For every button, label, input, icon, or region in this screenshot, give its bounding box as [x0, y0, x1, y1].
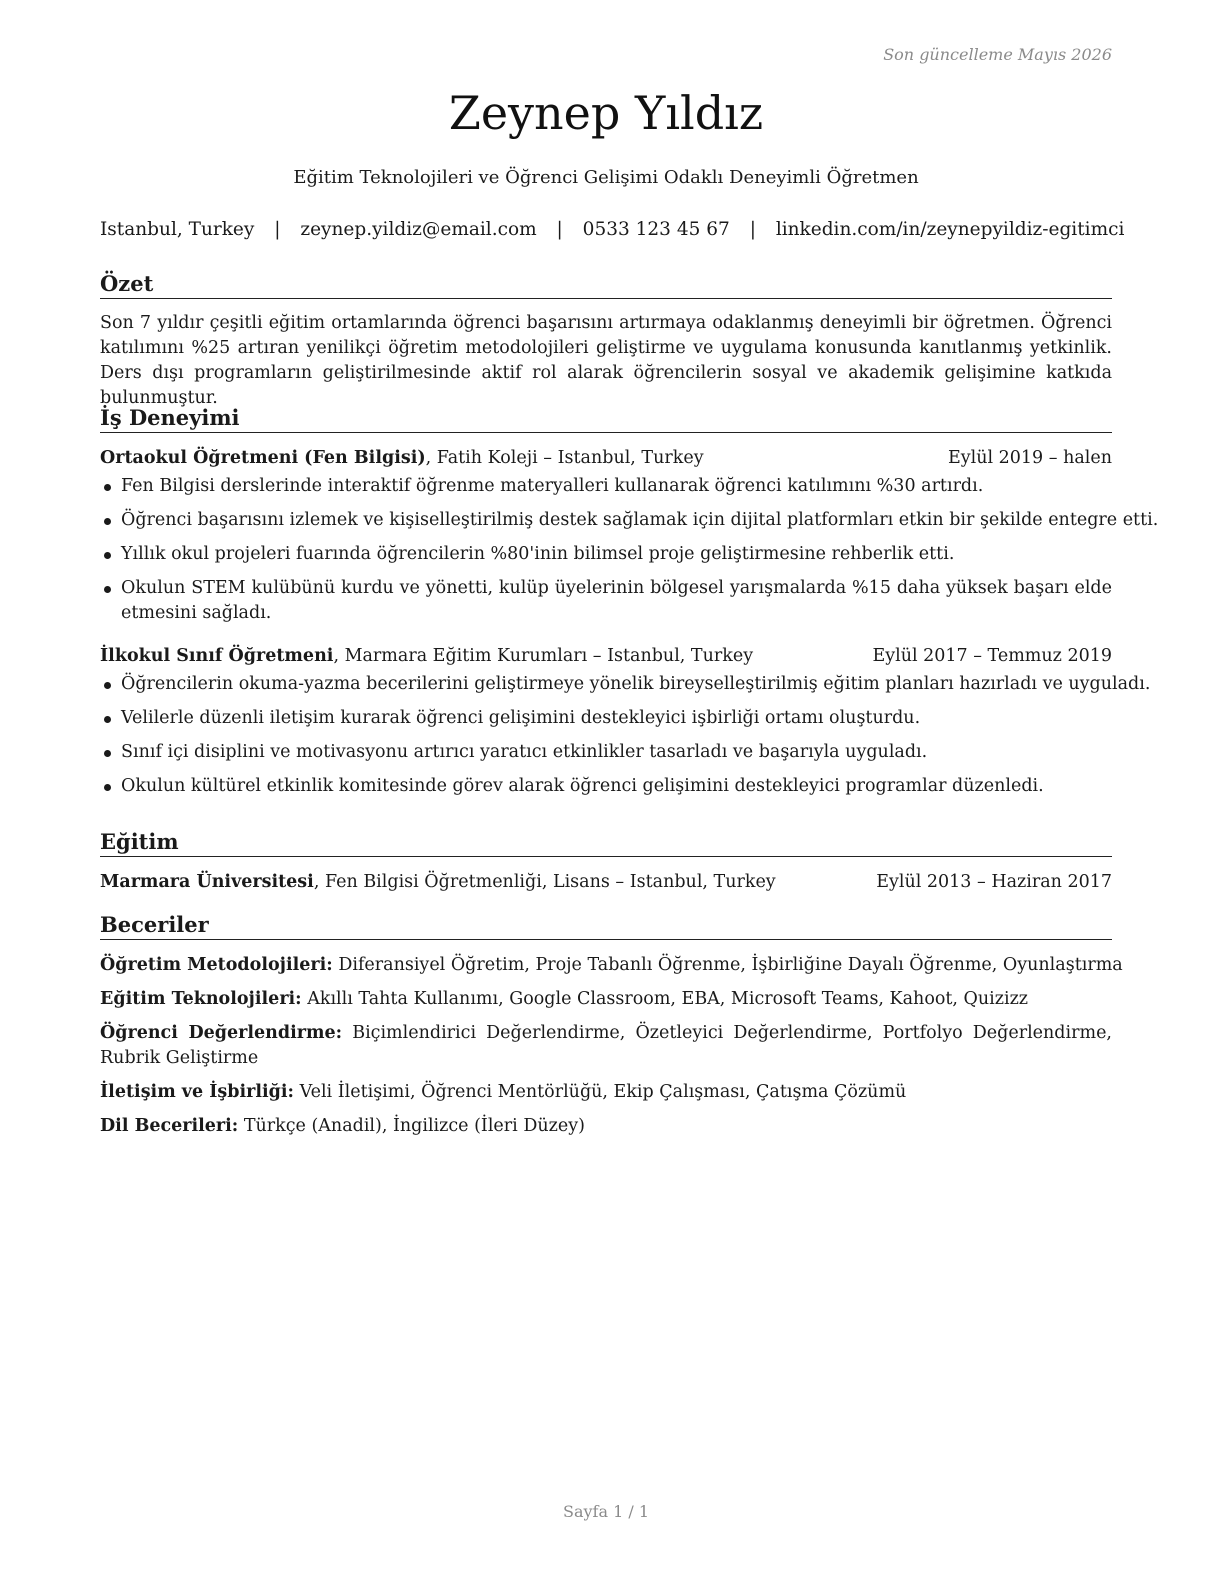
candidate-name: Zeynep Yıldız — [448, 86, 764, 140]
job-dates: Eylül 2019 – halen — [947, 448, 1112, 468]
summary-section — [100, 271, 1112, 411]
job-entry — [100, 644, 1151, 799]
contact-separator: | — [556, 219, 563, 240]
skill-label: Dil Becerileri: — [100, 1116, 239, 1136]
skill-label: Öğretim Metodolojileri: — [100, 955, 333, 975]
job-org: , Fatih Koleji – Istanbul, Turkey — [425, 448, 704, 468]
job-header — [100, 644, 1112, 669]
skill-row — [100, 953, 1123, 978]
last-updated: Son güncelleme Mayıs 2026 — [883, 45, 1112, 64]
job-bullets — [100, 672, 1151, 799]
skill-value: Akıllı Tahta Kullanımı, Google Classroom, EBA, Microsoft Teams, Kahoot, Quizizz — [301, 989, 1029, 1009]
skill-value: Türkçe (Anadil), İngilizce (İleri Düzey) — [238, 1116, 585, 1136]
job-bullet: Okulun kültürel etkinlik komitesinde görev alarak öğrenci gelişimini destekleyici programlar düzenledi. — [100, 774, 1112, 799]
job-bullet: Yıllık okul projeleri fuarında öğrencilerin %80'inin bilimsel proje geliştirmesine rehberlik etti. — [100, 542, 1112, 567]
job-role: Ortaokul Öğretmeni (Fen Bilgisi) — [100, 448, 426, 468]
contact-phone[interactable]: 0533 123 45 67 — [582, 219, 730, 240]
skill-row — [100, 1021, 1112, 1071]
section-title-summary: Özet — [100, 271, 1112, 299]
contact-location: Istanbul, Turkey — [100, 219, 255, 240]
contact-separator: | — [274, 219, 281, 240]
job-entry — [100, 446, 1159, 626]
skills-section — [100, 912, 1123, 1148]
contact-linkedin[interactable]: linkedin.com/in/zeynepyildiz-egitimci — [775, 219, 1125, 240]
skill-value: Diferansiyel Öğretim, Proje Tabanlı Öğrenme, İşbirliğine Dayalı Öğrenme, Oyunlaştırma — [332, 955, 1123, 975]
job-bullet: Sınıf içi disiplini ve motivasyonu artırıcı yaratıcı etkinlikler tasarladı ve başarıyla uyguladı. — [100, 740, 1112, 765]
job-bullet: Velilerle düzenli iletişim kurarak öğrenci gelişimini destekleyici işbirliği ortamı oluşturdu. — [100, 706, 1112, 731]
job-header — [100, 446, 1112, 471]
job-bullet: Okulun STEM kulübünü kurdu ve yönetti, kulüp üyelerinin bölgesel yarışmalarda %15 daha yüksek başarı elde etmesini sağladı. — [100, 576, 1112, 626]
skill-row — [100, 1114, 1112, 1139]
skill-row — [100, 987, 1112, 1012]
education-dates: Eylül 2013 – Haziran 2017 — [876, 872, 1112, 892]
skills-list — [100, 953, 1123, 1139]
resume-page — [100, 0, 1159, 1584]
skill-value: Veli İletişimi, Öğrenci Mentörlüğü, Ekip Çalışması, Çatışma Çözümü — [294, 1082, 907, 1102]
job-bullet: Öğrenci başarısını izlemek ve kişiselleştirilmiş destek sağlamak için dijital platformları etkin bir şekilde entegre etti. — [100, 508, 1112, 533]
education-school: Marmara Üniversitesi — [100, 872, 314, 892]
skill-label: İletişim ve İşbirliği: — [100, 1082, 294, 1102]
contact-email[interactable]: zeynep.yildiz@email.com — [300, 219, 537, 240]
skill-value: Biçimlendirici Değerlendirme, Özetleyici Değerlendirme, Portfolyo Değerlendirme, Rubrik Geliştirme — [100, 1023, 1112, 1068]
skill-label: Öğrenci Değerlendirme: — [100, 1023, 343, 1043]
section-title-experience: İş Deneyimi — [100, 405, 1112, 433]
job-bullet: Fen Bilgisi derslerinde interaktif öğrenme materyalleri kullanarak öğrenci katılımını %30 artırdı. — [100, 474, 1112, 499]
education-entry — [100, 870, 1112, 895]
section-title-skills: Beceriler — [100, 912, 1112, 940]
job-role: İlkokul Sınıf Öğretmeni — [100, 646, 334, 666]
job-dates: Eylül 2017 – Temmuz 2019 — [872, 646, 1112, 666]
education-section — [100, 829, 1112, 895]
job-org: , Marmara Eğitim Kurumları – Istanbul, Turkey — [333, 646, 754, 666]
skill-label: Eğitim Teknolojileri: — [100, 989, 302, 1009]
education-degree: , Fen Bilgisi Öğretmenliği, Lisans – Istanbul, Turkey — [313, 872, 776, 892]
contact-separator: | — [749, 219, 756, 240]
skill-row — [100, 1080, 1112, 1105]
job-bullets — [100, 474, 1159, 626]
page-number: Sayfa 1 / 1 — [562, 1502, 649, 1521]
experience-section — [100, 405, 1159, 808]
candidate-headline: Eğitim Teknolojileri ve Öğrenci Gelişimi Odaklı Deneyimli Öğretmen — [293, 167, 919, 188]
summary-text: Son 7 yıldır çeşitli eğitim ortamlarında öğrenci başarısını artırmaya odaklanmış deneyimli bir öğretmen. Öğrenci katılımını %25 artıran yenilikçi öğretim metodolojileri geliştirme ve uygulama konusunda kanıtlanmış yetkinlik. Ders dışı programların geliştirilmesinde aktif rol alarak öğrencilerin sosyal ve akademik gelişimine katkıda bulunmuştur. — [100, 313, 1112, 408]
section-title-education: Eğitim — [100, 829, 1112, 857]
contact-line — [100, 219, 1125, 240]
job-bullet: Öğrencilerin okuma-yazma becerilerini geliştirmeye yönelik bireyselleştirilmiş eğitim planları hazırladı ve uyguladı. — [100, 672, 1112, 697]
